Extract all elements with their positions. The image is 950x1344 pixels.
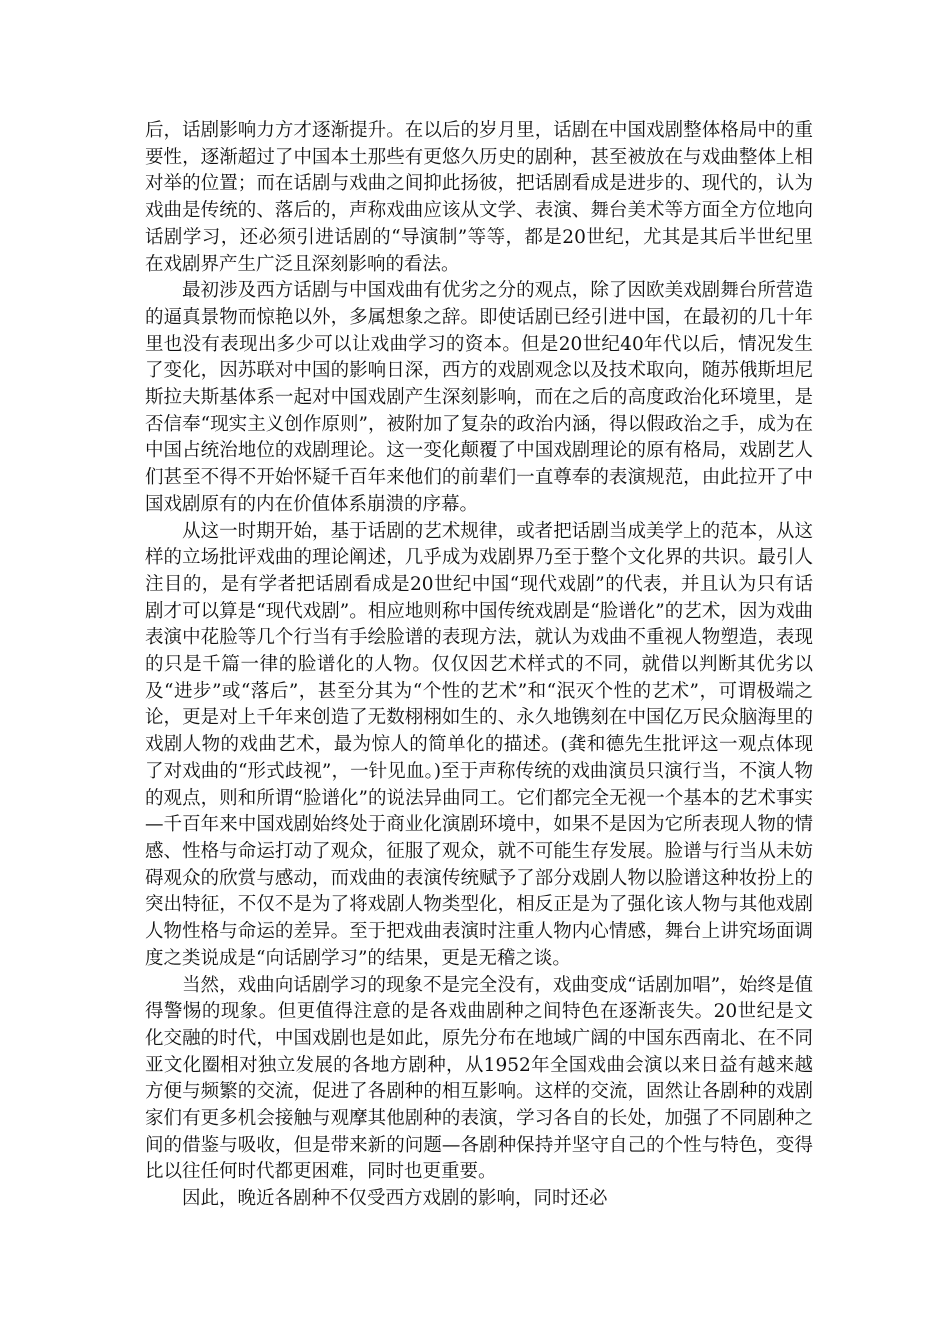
paragraph-5: 因此，晚近各剧种不仅受西方戏剧的影响，同时还必 — [182, 1188, 608, 1210]
paragraph-3: 从这一时期开始，基于话剧的艺术规律，或者把话剧当成美学上的范本，从这样的立场批评戏曲的理论阐述，几乎成为戏剧界乃至于整个文化界的共识。最引人注目的，是有学者把话剧看成是20世纪中国“现代戏剧”的代表，并且认为只有话剧才可以算是“现代戏剧”。相应地则称中国传统戏剧是“脸谱化”的艺术，因为戏曲表演中花脸等几个行当有手绘脸谱的表现方法，就认为戏曲不重视人物塑造，表现的只是千篇一律的脸谱化的人物。仅仅因艺术样式的不同，就借以判断其优劣以及“进步”或“落后”，甚至分其为“个性的艺术”和“泯灭个性的艺术”，可谓极端之论，更是对上千年来创造了无数栩栩如生的、永久地镌刻在中国亿万民众脑海里的戏剧人物的戏曲艺术，最为惊人的简单化的描述。(龚和德先生批评这一观点体现了对戏曲的“形式歧视”，一针见血。)至于声称传统的戏曲演员只演行当，不演人物的观点，则和所谓“脸谱化”的说法异曲同工。它们都完全无视一个基本的艺术事实—千百年来中国戏剧始终处于商业化演剧环境中，如果不是因为它所表现人物的情感、性格与命运打动了观众，征服了观众，就不可能生存发展。脸谱与行当从未妨碍观众的欣赏与感动，而戏曲的表演传统赋予了部分戏剧人物以脸谱这种妆扮上的突出特征，不仅不是为了将戏剧人物类型化，相反正是为了强化该人物与其他戏剧人物性格与命运的差异。至于把戏曲表演时注重人物内心情感，舞台上讲究场面调度之类说成是“向话剧学习”的结果，更是无稽之谈。 — [145, 520, 813, 969]
paragraph-2: 最初涉及西方话剧与中国戏曲有优劣之分的观点，除了因欧美戏剧舞台所营造的逼真景物而惊艳以外，多属想象之辞。即使话剧已经引进中国，在最初的几十年里也没有表现出多少可以让戏曲学习的资本。但是20世纪40年代以后，情况发生了变化，因苏联对中国的影响日深，西方的戏剧观念以及技术取向，随苏俄斯坦尼斯拉夫斯基体系一起对中国戏剧产生深刻影响，而在之后的高度政治化环境里，是否信奉“现实主义创作原则”，被附加了复杂的政治内涵，得以假政治之手，成为在中国占统治地位的戏剧理论。这一变化颠覆了中国戏剧理论的原有格局，戏剧艺人们甚至不得不开始怀疑千百年来他们的前辈们一直尊奉的表演规范，由此拉开了中国戏剧原有的内在价值体系崩溃的序幕。 — [145, 280, 813, 515]
paragraph-1: 后，话剧影响力方才逐渐提升。在以后的岁月里，话剧在中国戏剧整体格局中的重要性，逐渐超过了中国本土那些有更悠久历史的剧种，甚至被放在与戏曲整体上相对举的位置；而在话剧与戏曲之间抑此扬彼，把话剧看成是进步的、现代的，认为戏曲是传统的、落后的，声称戏曲应该从文学、表演、舞台美术等方面全方位地向话剧学习，还必须引进话剧的“导演制”等等，都是20世纪，尤其是其后半世纪里在戏剧界产生广泛且深刻影响的看法。 — [145, 120, 813, 275]
document-body — [145, 118, 813, 1213]
paragraph-4: 当然，戏曲向话剧学习的现象不是完全没有，戏曲变成“话剧加唱”，始终是值得警惕的现象。但更值得注意的是各戏曲剧种之间特色在逐渐丧失。20世纪是文化交融的时代，中国戏剧也是如此，原先分布在地域广阔的中国东西南北、在不同亚文化圈相对独立发展的各地方剧种，从1952年全国戏曲会演以来日益有越来越方便与频繁的交流，促进了各剧种的相互影响。这样的交流，固然让各剧种的戏剧家们有更多机会接触与观摩其他剧种的表演，学习各自的长处，加强了不同剧种之间的借鉴与吸收，但是带来新的问题—各剧种保持并坚守自己的个性与特色，变得比以往任何时代都更困难，同时也更重要。 — [145, 974, 813, 1183]
